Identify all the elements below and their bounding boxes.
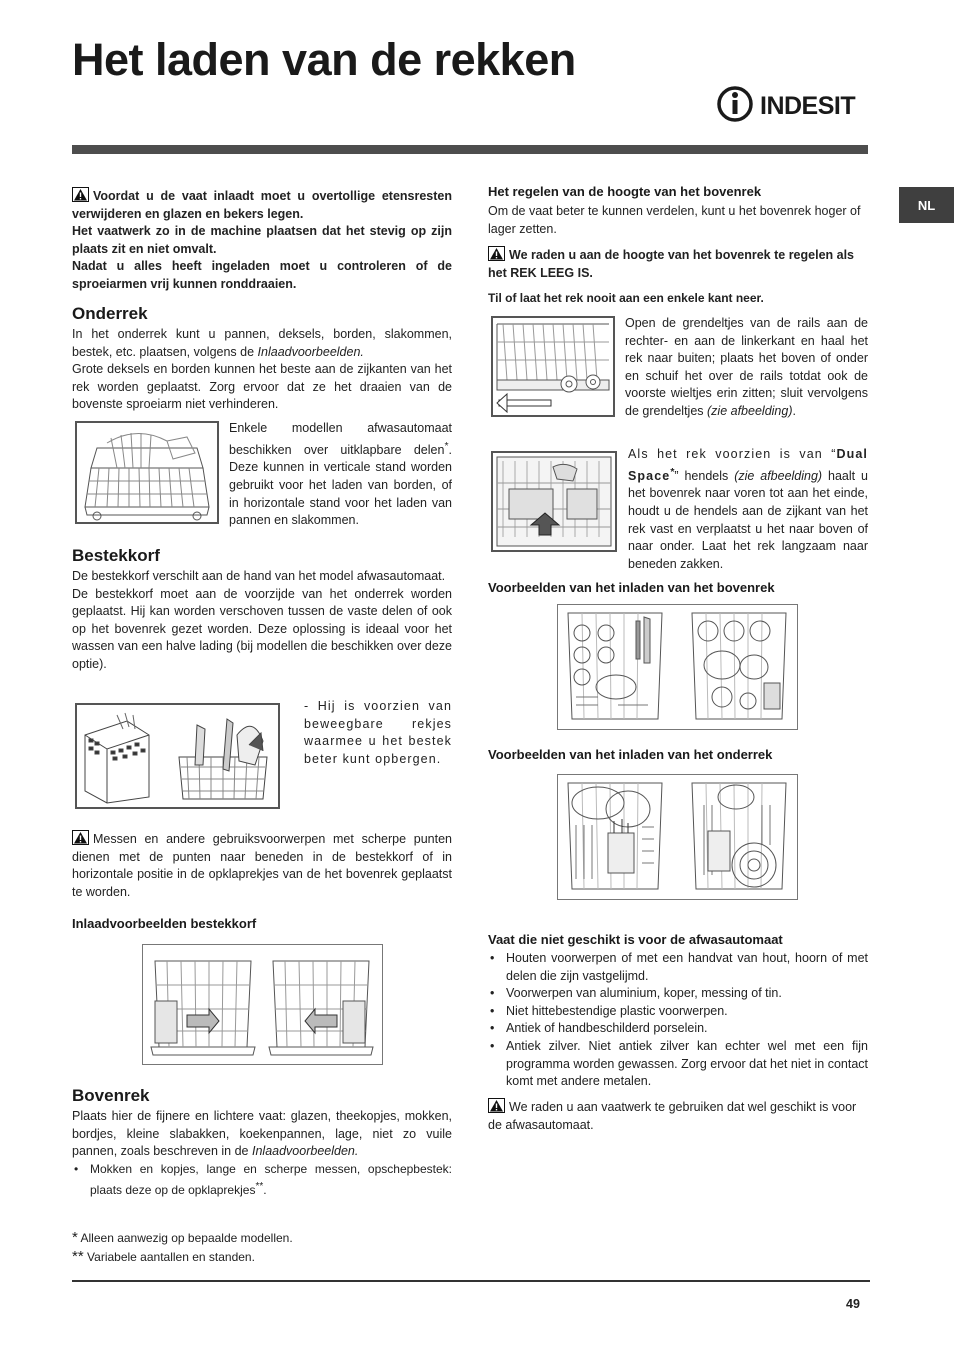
list-item-text: . xyxy=(263,1183,267,1198)
bovenrek-ref: Inlaadvoorbeelden. xyxy=(252,1144,359,1159)
footnote-1 xyxy=(72,1228,293,1248)
warning-text: We raden u aan vaatwerk te gebruiken dat wel geschikt is voor de afwasautomaat. xyxy=(488,1100,857,1132)
indesit-logo xyxy=(716,82,872,126)
hoogte-para: Open de grendeltjes van de rails aan de rechter- en aan de linkerkant en haal het rek naar buiten; plaats het boven of onder en schuif het over de rails totdat ook de voorste wieltjes erin zitten; sluit vervolgens de grendeltjes xyxy=(625,316,868,418)
bestekkorf-para: De bestekkorf moet aan de voorzijde van het onderrek worden geplaatst. Hij kan worden verschoven tussen de vaste delen of ook op het bovenrek gezet worden. Deze oplossing is ideaal voor het wassen van een halve lading (bij modellen die beschikken over deze optie). xyxy=(72,586,452,671)
list-item-text: Mokken en kopjes, lange en scherpe messen, opschepbestek: plaats deze op de opklaprekjes xyxy=(90,1161,452,1198)
warning-block-2 xyxy=(72,830,452,901)
bestekkorf-heading: Bestekkorf xyxy=(72,546,160,565)
onderrek-para: . Deze kunnen in verticale stand worden gebruikt voor het laden van borden, of in horizontale stand voor het laden van pannen en slakommen. xyxy=(229,442,452,528)
footnote-mark: ** xyxy=(255,1181,264,1193)
onderrek-text xyxy=(72,326,452,414)
list-item: • Antiek of handbeschilderd porselein. xyxy=(488,1020,868,1038)
hoogte-warning xyxy=(488,246,868,282)
onderrek-ref: Inlaadvoorbeelden. xyxy=(257,344,364,359)
page-number: 49 xyxy=(846,1297,860,1311)
page-title: Het laden van de rekken xyxy=(72,34,576,85)
voorbeelden-onderrek-heading: Voorbeelden van het inladen van het onderrek xyxy=(488,747,773,762)
warning-icon xyxy=(488,246,505,261)
figure-ref: (zie afbeelding) xyxy=(734,468,823,483)
warning-block-1 xyxy=(72,187,452,294)
hoogte-para: Als het rek voorzien is van “ xyxy=(628,447,837,461)
warning-text: Voordat u de vaat inlaadt moet u overtollige etensresten verwijderen en glazen en bekers legen. xyxy=(72,189,452,221)
warning-text: Het vaatwerk zo in de machine plaatsen dat het stevig op zijn plaats zit en niet omvalt. xyxy=(72,224,452,256)
bovenrek-bullets xyxy=(72,1161,452,1200)
bestekkorf-text xyxy=(72,568,452,674)
hoogte-rails-text xyxy=(625,315,868,421)
niet-geschikt-warning xyxy=(488,1098,868,1134)
figure-lower-rack-examples xyxy=(557,774,798,900)
hoogte-heading: Het regelen van de hoogte van het bovenrek xyxy=(488,184,762,199)
footnote-mark: ** xyxy=(72,1248,84,1265)
onderrek-para: Enkele modellen afwasautomaat beschikken over uitklapbare delen xyxy=(229,421,452,457)
voorbeelden-bovenrek-heading: Voorbeelden van het inladen van het bovenrek xyxy=(488,580,775,595)
bestekkorf-para: De bestekkorf verschilt aan de hand van het model afwasautomaat. xyxy=(72,569,446,583)
warning-icon xyxy=(488,1098,505,1113)
footnote-text: Alleen aanwezig op bepaalde modellen. xyxy=(80,1231,293,1245)
language-tab: NL xyxy=(899,187,954,223)
warning-text: Messen en andere gebruiksvoorwerpen met scherpe punten dienen met de punten naar beneden in de bestekkorf of in horizontale positie in de opklaprekjes van de het bovenrek geplaatst te worden. xyxy=(72,832,452,899)
hoogte-para: . xyxy=(792,403,796,418)
figure-ref: (zie afbeelding) xyxy=(707,403,793,418)
dual-space-label: Dual Space xyxy=(628,447,868,483)
figure-cutlery-basket-examples xyxy=(142,944,383,1065)
list-item xyxy=(72,1161,452,1200)
list-item: • Houten voorwerpen of met een handvat van hout, hoorn of met delen die zijn vastgelijmd. xyxy=(488,950,868,985)
onderrek-para: Grote deksels en borden kunnen het beste aan de zijkanten van het rek worden geplaatst. Zorg ervoor dat ze het draaien van de bovenste sproeiarm niet verhinderen. xyxy=(72,362,452,412)
onderrek-heading: Onderrek xyxy=(72,304,148,323)
figure-rack-rails xyxy=(491,316,615,417)
bovenrek-para: Plaats hier de fijnere en lichtere vaat: glazen, theekopjes, mokken, bordjes, kleine slabakken, koekenpannen, lage, niet zo vuile pannen, zoals beschreven in de xyxy=(72,1109,452,1159)
warning-text: Nadat u alles heeft ingeladen moet u controleren of de sproeiarmen vrij kunnen ronddraaien. xyxy=(72,259,452,291)
warning-icon xyxy=(72,830,89,845)
header-rule xyxy=(72,145,868,154)
footnote-mark: * xyxy=(72,1229,78,1246)
onderrek-folding-text xyxy=(229,420,452,530)
inlaad-bestekkorf-heading: Inlaadvoorbeelden bestekkorf xyxy=(72,916,257,931)
bovenrek-heading: Bovenrek xyxy=(72,1086,150,1105)
footer-rule xyxy=(72,1280,870,1282)
footnote-2 xyxy=(72,1247,255,1267)
niet-geschikt-heading: Vaat die niet geschikt is voor de afwasautomaat xyxy=(488,932,783,947)
figure-dual-space xyxy=(491,451,617,552)
list-item: • Antiek zilver. Niet antiek zilver kan echter wel met een fijn programma worden gewassen. Zorg ervoor dat het niet in contact komt met andere metalen. xyxy=(488,1038,868,1091)
hoogte-intro: Om de vaat beter te kunnen verdelen, kunt u het bovenrek hoger of lager zetten. xyxy=(488,204,861,236)
footnote-text: Variabele aantallen en standen. xyxy=(87,1250,255,1264)
bovenrek-text xyxy=(72,1108,452,1200)
hoogte-para: ” hendels xyxy=(674,468,735,483)
figure-lower-rack-folding xyxy=(75,421,219,524)
footnote-mark: * xyxy=(670,466,675,478)
niet-geschikt-list xyxy=(488,950,868,1091)
list-item: • Niet hittebestendige plastic voorwerpen. xyxy=(488,1003,868,1021)
figure-upper-rack-examples xyxy=(557,604,798,730)
brand-text: INDESIT xyxy=(760,92,856,120)
dual-space-text xyxy=(628,446,868,573)
bestekkorf-racks-text: - Hij is voorzien van beweegbare rekjes waarmee u het bestek beter kunt opbergen. xyxy=(304,699,452,766)
footnote-mark: * xyxy=(444,440,449,452)
hoogte-para: haalt u het bovenrek naar voren tot aan het einde, houdt u de hendels aan de zijkant van het rek vast en verplaatst u het naar boven of naar onder. Laat het rek langzaam naar beneden zakken. xyxy=(628,468,868,571)
warning-icon xyxy=(72,187,89,202)
figure-cutlery-basket xyxy=(75,703,280,809)
hoogte-note: Til of laat het rek nooit aan een enkele kant neer. xyxy=(488,291,764,305)
warning-text: We raden u aan de hoogte van het bovenrek te regelen als het REK LEEG IS. xyxy=(488,248,855,280)
list-item: • Voorwerpen van aluminium, koper, messing of tin. xyxy=(488,985,868,1003)
onderrek-para: In het onderrek kunt u pannen, deksels, borden, slakommen, bestek, etc. plaatsen, volgens de xyxy=(72,327,452,359)
